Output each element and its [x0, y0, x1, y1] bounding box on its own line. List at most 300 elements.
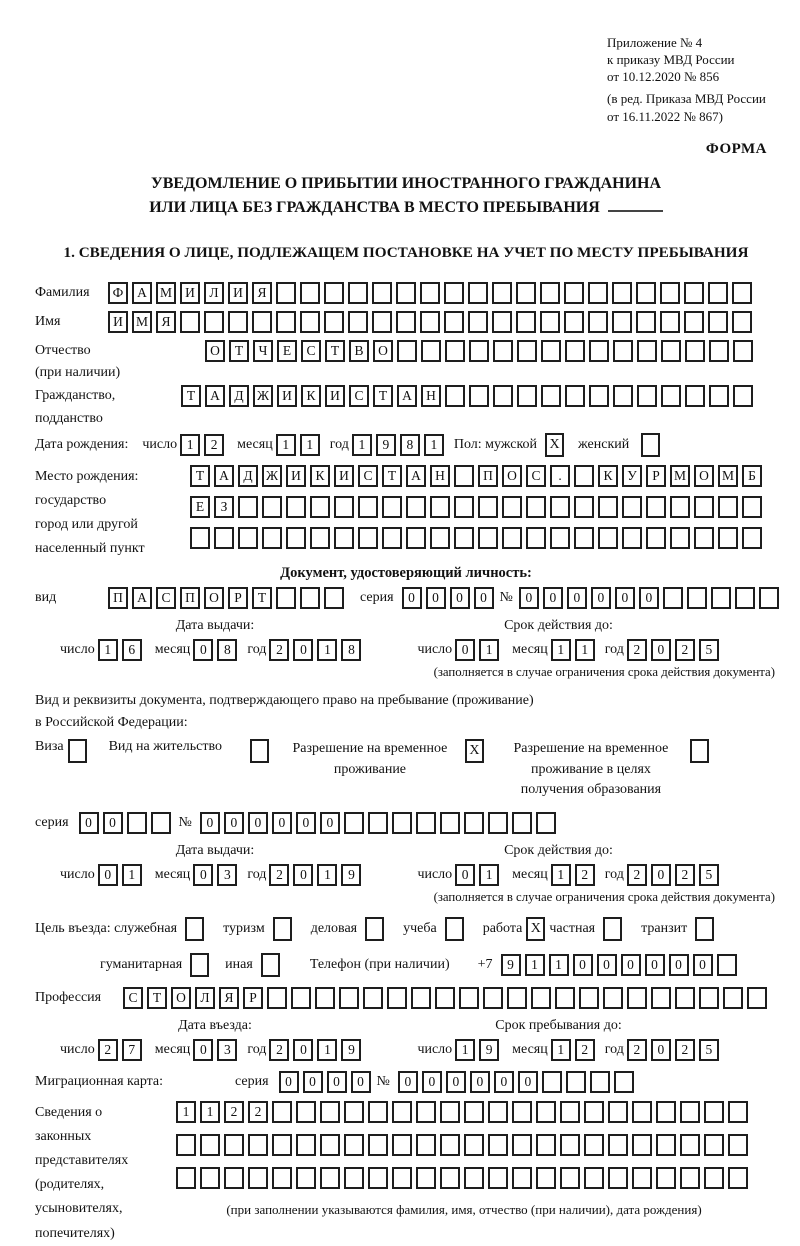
char-cell[interactable] — [526, 496, 546, 518]
char-cell[interactable] — [397, 340, 417, 362]
char-cell[interactable] — [723, 987, 743, 1009]
char-cell[interactable]: 0 — [518, 1071, 538, 1093]
title-blank-underline[interactable] — [608, 197, 663, 211]
char-cell[interactable] — [454, 527, 474, 549]
char-cell[interactable] — [651, 987, 671, 1009]
char-cell[interactable] — [464, 812, 484, 834]
char-cell[interactable]: 2 — [269, 864, 289, 886]
char-cell[interactable] — [368, 1101, 388, 1123]
char-cell[interactable] — [656, 1101, 676, 1123]
char-cell[interactable] — [334, 496, 354, 518]
char-cell[interactable] — [488, 812, 508, 834]
char-cell[interactable]: 0 — [98, 864, 118, 886]
char-cell[interactable] — [684, 282, 704, 304]
char-cell[interactable] — [382, 527, 402, 549]
char-cell[interactable] — [348, 311, 368, 333]
char-cell[interactable]: 2 — [248, 1101, 268, 1123]
char-cell[interactable]: Т — [252, 587, 272, 609]
char-cell[interactable] — [387, 987, 407, 1009]
char-cell[interactable]: 0 — [103, 812, 123, 834]
char-cell[interactable]: 0 — [455, 639, 475, 661]
char-cell[interactable]: 1 — [551, 1039, 571, 1061]
char-cell[interactable] — [512, 1101, 532, 1123]
char-cell[interactable] — [344, 812, 364, 834]
char-cell[interactable] — [632, 1134, 652, 1156]
char-cell[interactable] — [661, 340, 681, 362]
char-cell[interactable] — [622, 496, 642, 518]
char-cell[interactable] — [661, 385, 681, 407]
char-cell[interactable] — [488, 1167, 508, 1189]
char-cell[interactable]: 0 — [494, 1071, 514, 1093]
checkbox-male[interactable]: X — [545, 433, 564, 457]
char-cell[interactable]: О — [373, 340, 393, 362]
char-cell[interactable] — [320, 1167, 340, 1189]
char-cell[interactable]: 0 — [402, 587, 422, 609]
char-cell[interactable] — [687, 587, 707, 609]
char-cell[interactable]: А — [132, 587, 152, 609]
char-cell[interactable] — [584, 1167, 604, 1189]
char-cell[interactable]: 0 — [351, 1071, 371, 1093]
char-cell[interactable] — [214, 527, 234, 549]
char-cell[interactable] — [272, 1167, 292, 1189]
char-cell[interactable]: 1 — [549, 954, 569, 976]
char-cell[interactable]: М — [718, 465, 738, 487]
char-cell[interactable]: 1 — [176, 1101, 196, 1123]
char-cell[interactable]: 2 — [204, 434, 224, 456]
char-cell[interactable] — [468, 282, 488, 304]
checkbox-female[interactable] — [641, 433, 660, 457]
char-cell[interactable] — [670, 496, 690, 518]
char-cell[interactable] — [392, 1101, 412, 1123]
char-cell[interactable] — [406, 527, 426, 549]
char-cell[interactable] — [416, 812, 436, 834]
char-cell[interactable] — [670, 527, 690, 549]
char-cell[interactable]: 0 — [296, 812, 316, 834]
char-cell[interactable] — [646, 527, 666, 549]
char-cell[interactable] — [603, 987, 623, 1009]
char-cell[interactable] — [684, 311, 704, 333]
char-cell[interactable] — [238, 496, 258, 518]
char-cell[interactable] — [176, 1134, 196, 1156]
char-cell[interactable]: М — [132, 311, 152, 333]
char-cell[interactable] — [708, 311, 728, 333]
char-cell[interactable] — [512, 1167, 532, 1189]
char-cell[interactable]: 1 — [317, 1039, 337, 1061]
char-cell[interactable] — [392, 812, 412, 834]
char-cell[interactable] — [310, 496, 330, 518]
char-cell[interactable] — [300, 282, 320, 304]
char-cell[interactable] — [324, 587, 344, 609]
char-cell[interactable]: 0 — [651, 864, 671, 886]
char-cell[interactable] — [430, 527, 450, 549]
char-cell[interactable] — [579, 987, 599, 1009]
char-cell[interactable] — [252, 311, 272, 333]
char-cell[interactable] — [747, 987, 767, 1009]
char-cell[interactable]: Т — [147, 987, 167, 1009]
char-cell[interactable]: Т — [382, 465, 402, 487]
char-cell[interactable]: 5 — [699, 1039, 719, 1061]
char-cell[interactable] — [344, 1167, 364, 1189]
char-cell[interactable] — [200, 1167, 220, 1189]
char-cell[interactable] — [694, 496, 714, 518]
char-cell[interactable] — [536, 1167, 556, 1189]
char-cell[interactable]: О — [694, 465, 714, 487]
char-cell[interactable]: Ж — [253, 385, 273, 407]
char-cell[interactable] — [444, 311, 464, 333]
char-cell[interactable] — [728, 1167, 748, 1189]
char-cell[interactable] — [574, 465, 594, 487]
char-cell[interactable] — [478, 527, 498, 549]
char-cell[interactable] — [420, 311, 440, 333]
char-cell[interactable]: 0 — [193, 864, 213, 886]
char-cell[interactable]: 0 — [615, 587, 635, 609]
char-cell[interactable] — [728, 1101, 748, 1123]
char-cell[interactable]: М — [156, 282, 176, 304]
char-cell[interactable]: Т — [229, 340, 249, 362]
char-cell[interactable] — [598, 496, 618, 518]
char-cell[interactable]: 9 — [376, 434, 396, 456]
char-cell[interactable] — [540, 282, 560, 304]
char-cell[interactable] — [440, 1134, 460, 1156]
char-cell[interactable] — [368, 1134, 388, 1156]
char-cell[interactable] — [416, 1134, 436, 1156]
char-cell[interactable] — [680, 1101, 700, 1123]
char-cell[interactable]: 0 — [79, 812, 99, 834]
char-cell[interactable] — [704, 1167, 724, 1189]
char-cell[interactable] — [732, 311, 752, 333]
char-cell[interactable] — [512, 1134, 532, 1156]
char-cell[interactable] — [632, 1101, 652, 1123]
char-cell[interactable] — [492, 311, 512, 333]
char-cell[interactable]: 2 — [269, 639, 289, 661]
char-cell[interactable] — [589, 340, 609, 362]
char-cell[interactable] — [660, 311, 680, 333]
char-cell[interactable] — [348, 282, 368, 304]
char-cell[interactable]: П — [478, 465, 498, 487]
char-cell[interactable] — [324, 282, 344, 304]
char-cell[interactable] — [344, 1134, 364, 1156]
char-cell[interactable]: 0 — [474, 587, 494, 609]
char-cell[interactable] — [444, 282, 464, 304]
char-cell[interactable]: О — [204, 587, 224, 609]
char-cell[interactable]: С — [526, 465, 546, 487]
char-cell[interactable] — [565, 340, 585, 362]
char-cell[interactable] — [728, 1134, 748, 1156]
char-cell[interactable]: 1 — [479, 864, 499, 886]
char-cell[interactable]: И — [228, 282, 248, 304]
char-cell[interactable] — [440, 1101, 460, 1123]
char-cell[interactable] — [392, 1134, 412, 1156]
char-cell[interactable]: К — [301, 385, 321, 407]
char-cell[interactable] — [358, 496, 378, 518]
char-cell[interactable]: 0 — [573, 954, 593, 976]
char-cell[interactable] — [483, 987, 503, 1009]
char-cell[interactable]: Л — [195, 987, 215, 1009]
char-cell[interactable]: 9 — [501, 954, 521, 976]
char-cell[interactable]: 0 — [639, 587, 659, 609]
char-cell[interactable]: И — [325, 385, 345, 407]
char-cell[interactable] — [464, 1134, 484, 1156]
char-cell[interactable] — [540, 311, 560, 333]
char-cell[interactable] — [440, 812, 460, 834]
char-cell[interactable] — [368, 812, 388, 834]
char-cell[interactable] — [406, 496, 426, 518]
char-cell[interactable]: 1 — [276, 434, 296, 456]
char-cell[interactable]: 1 — [352, 434, 372, 456]
char-cell[interactable] — [709, 385, 729, 407]
char-cell[interactable] — [262, 527, 282, 549]
char-cell[interactable] — [286, 527, 306, 549]
char-cell[interactable]: 2 — [98, 1039, 118, 1061]
char-cell[interactable] — [315, 987, 335, 1009]
char-cell[interactable]: С — [301, 340, 321, 362]
char-cell[interactable]: О — [205, 340, 225, 362]
char-cell[interactable] — [536, 1134, 556, 1156]
char-cell[interactable]: Т — [181, 385, 201, 407]
char-cell[interactable]: А — [406, 465, 426, 487]
char-cell[interactable] — [517, 340, 537, 362]
char-cell[interactable] — [574, 496, 594, 518]
char-cell[interactable] — [468, 311, 488, 333]
char-cell[interactable] — [711, 587, 731, 609]
char-cell[interactable] — [296, 1101, 316, 1123]
char-cell[interactable] — [440, 1167, 460, 1189]
char-cell[interactable] — [550, 496, 570, 518]
char-cell[interactable] — [627, 987, 647, 1009]
char-cell[interactable] — [127, 812, 147, 834]
char-cell[interactable] — [204, 311, 224, 333]
char-cell[interactable]: 0 — [455, 864, 475, 886]
char-cell[interactable] — [372, 282, 392, 304]
char-cell[interactable]: 1 — [300, 434, 320, 456]
char-cell[interactable] — [445, 385, 465, 407]
char-cell[interactable] — [685, 340, 705, 362]
char-cell[interactable] — [469, 340, 489, 362]
char-cell[interactable] — [608, 1167, 628, 1189]
char-cell[interactable] — [339, 987, 359, 1009]
char-cell[interactable] — [718, 527, 738, 549]
char-cell[interactable] — [176, 1167, 196, 1189]
char-cell[interactable]: 1 — [455, 1039, 475, 1061]
char-cell[interactable]: 1 — [424, 434, 444, 456]
char-cell[interactable]: Я — [252, 282, 272, 304]
char-cell[interactable] — [555, 987, 575, 1009]
char-cell[interactable] — [358, 527, 378, 549]
char-cell[interactable]: 0 — [279, 1071, 299, 1093]
char-cell[interactable]: Я — [219, 987, 239, 1009]
checkbox-business[interactable] — [365, 917, 384, 941]
char-cell[interactable]: 0 — [426, 587, 446, 609]
char-cell[interactable] — [180, 311, 200, 333]
char-cell[interactable]: А — [397, 385, 417, 407]
char-cell[interactable] — [478, 496, 498, 518]
char-cell[interactable] — [382, 496, 402, 518]
char-cell[interactable] — [675, 987, 695, 1009]
char-cell[interactable] — [742, 496, 762, 518]
char-cell[interactable]: 0 — [422, 1071, 442, 1093]
char-cell[interactable]: К — [310, 465, 330, 487]
char-cell[interactable]: Е — [190, 496, 210, 518]
char-cell[interactable]: Д — [238, 465, 258, 487]
char-cell[interactable]: 0 — [651, 1039, 671, 1061]
char-cell[interactable]: 9 — [341, 864, 361, 886]
char-cell[interactable] — [636, 282, 656, 304]
char-cell[interactable]: 6 — [122, 639, 142, 661]
char-cell[interactable] — [411, 987, 431, 1009]
char-cell[interactable]: К — [598, 465, 618, 487]
char-cell[interactable] — [516, 311, 536, 333]
char-cell[interactable] — [228, 311, 248, 333]
char-cell[interactable]: 8 — [217, 639, 237, 661]
char-cell[interactable] — [718, 496, 738, 518]
char-cell[interactable]: Я — [156, 311, 176, 333]
char-cell[interactable] — [512, 812, 532, 834]
char-cell[interactable]: 0 — [327, 1071, 347, 1093]
char-cell[interactable]: А — [132, 282, 152, 304]
char-cell[interactable]: 0 — [193, 639, 213, 661]
char-cell[interactable] — [560, 1101, 580, 1123]
char-cell[interactable]: 0 — [591, 587, 611, 609]
char-cell[interactable] — [588, 311, 608, 333]
char-cell[interactable] — [612, 311, 632, 333]
char-cell[interactable]: Д — [229, 385, 249, 407]
char-cell[interactable]: Т — [373, 385, 393, 407]
char-cell[interactable] — [536, 1101, 556, 1123]
char-cell[interactable] — [614, 1071, 634, 1093]
char-cell[interactable]: 5 — [699, 639, 719, 661]
char-cell[interactable] — [502, 527, 522, 549]
char-cell[interactable]: О — [171, 987, 191, 1009]
char-cell[interactable] — [344, 1101, 364, 1123]
char-cell[interactable] — [608, 1134, 628, 1156]
char-cell[interactable]: 0 — [303, 1071, 323, 1093]
char-cell[interactable]: 0 — [645, 954, 665, 976]
char-cell[interactable] — [368, 1167, 388, 1189]
char-cell[interactable] — [622, 527, 642, 549]
char-cell[interactable] — [680, 1134, 700, 1156]
char-cell[interactable]: 0 — [470, 1071, 490, 1093]
char-cell[interactable] — [637, 340, 657, 362]
char-cell[interactable] — [396, 311, 416, 333]
char-cell[interactable]: 2 — [675, 864, 695, 886]
char-cell[interactable]: А — [205, 385, 225, 407]
char-cell[interactable]: Р — [243, 987, 263, 1009]
char-cell[interactable] — [502, 496, 522, 518]
char-cell[interactable]: М — [670, 465, 690, 487]
char-cell[interactable] — [492, 282, 512, 304]
char-cell[interactable] — [300, 587, 320, 609]
checkbox-tourism[interactable] — [273, 917, 292, 941]
char-cell[interactable] — [454, 465, 474, 487]
char-cell[interactable]: 0 — [293, 639, 313, 661]
char-cell[interactable] — [248, 1167, 268, 1189]
char-cell[interactable] — [685, 385, 705, 407]
char-cell[interactable] — [541, 340, 561, 362]
char-cell[interactable]: 1 — [525, 954, 545, 976]
char-cell[interactable]: Ж — [262, 465, 282, 487]
char-cell[interactable] — [717, 954, 737, 976]
char-cell[interactable]: 0 — [224, 812, 244, 834]
char-cell[interactable] — [493, 340, 513, 362]
char-cell[interactable] — [435, 987, 455, 1009]
char-cell[interactable] — [612, 282, 632, 304]
char-cell[interactable] — [459, 987, 479, 1009]
char-cell[interactable] — [238, 527, 258, 549]
char-cell[interactable]: 0 — [293, 1039, 313, 1061]
char-cell[interactable] — [334, 527, 354, 549]
char-cell[interactable] — [151, 812, 171, 834]
char-cell[interactable]: 0 — [200, 812, 220, 834]
char-cell[interactable]: Ф — [108, 282, 128, 304]
char-cell[interactable] — [560, 1167, 580, 1189]
checkbox-other[interactable] — [261, 953, 280, 977]
char-cell[interactable]: 1 — [122, 864, 142, 886]
char-cell[interactable] — [704, 1134, 724, 1156]
char-cell[interactable]: 0 — [597, 954, 617, 976]
char-cell[interactable]: О — [502, 465, 522, 487]
char-cell[interactable]: С — [123, 987, 143, 1009]
char-cell[interactable] — [430, 496, 450, 518]
char-cell[interactable]: 0 — [248, 812, 268, 834]
char-cell[interactable] — [324, 311, 344, 333]
char-cell[interactable]: Р — [646, 465, 666, 487]
char-cell[interactable]: И — [277, 385, 297, 407]
char-cell[interactable] — [732, 282, 752, 304]
char-cell[interactable] — [190, 527, 210, 549]
char-cell[interactable] — [224, 1167, 244, 1189]
char-cell[interactable] — [310, 527, 330, 549]
char-cell[interactable] — [296, 1134, 316, 1156]
char-cell[interactable] — [541, 385, 561, 407]
char-cell[interactable]: И — [334, 465, 354, 487]
char-cell[interactable] — [262, 496, 282, 518]
char-cell[interactable] — [709, 340, 729, 362]
char-cell[interactable] — [613, 340, 633, 362]
char-cell[interactable]: 1 — [479, 639, 499, 661]
char-cell[interactable] — [560, 1134, 580, 1156]
char-cell[interactable] — [708, 282, 728, 304]
char-cell[interactable]: 2 — [269, 1039, 289, 1061]
checkbox-residence-permit[interactable] — [250, 739, 269, 763]
char-cell[interactable]: 5 — [699, 864, 719, 886]
char-cell[interactable]: 0 — [320, 812, 340, 834]
char-cell[interactable] — [735, 587, 755, 609]
char-cell[interactable]: С — [156, 587, 176, 609]
char-cell[interactable] — [566, 1071, 586, 1093]
char-cell[interactable]: Р — [228, 587, 248, 609]
char-cell[interactable]: Т — [325, 340, 345, 362]
char-cell[interactable] — [493, 385, 513, 407]
char-cell[interactable]: 0 — [450, 587, 470, 609]
char-cell[interactable] — [637, 385, 657, 407]
char-cell[interactable]: 1 — [575, 639, 595, 661]
char-cell[interactable]: 1 — [180, 434, 200, 456]
checkbox-transit[interactable] — [695, 917, 714, 941]
char-cell[interactable] — [536, 812, 556, 834]
char-cell[interactable]: Ч — [253, 340, 273, 362]
char-cell[interactable]: 1 — [98, 639, 118, 661]
char-cell[interactable]: 0 — [693, 954, 713, 976]
char-cell[interactable] — [416, 1101, 436, 1123]
char-cell[interactable] — [663, 587, 683, 609]
char-cell[interactable] — [584, 1134, 604, 1156]
char-cell[interactable] — [660, 282, 680, 304]
char-cell[interactable] — [416, 1167, 436, 1189]
char-cell[interactable]: 0 — [567, 587, 587, 609]
char-cell[interactable]: И — [180, 282, 200, 304]
char-cell[interactable]: 0 — [446, 1071, 466, 1093]
char-cell[interactable]: 1 — [317, 639, 337, 661]
